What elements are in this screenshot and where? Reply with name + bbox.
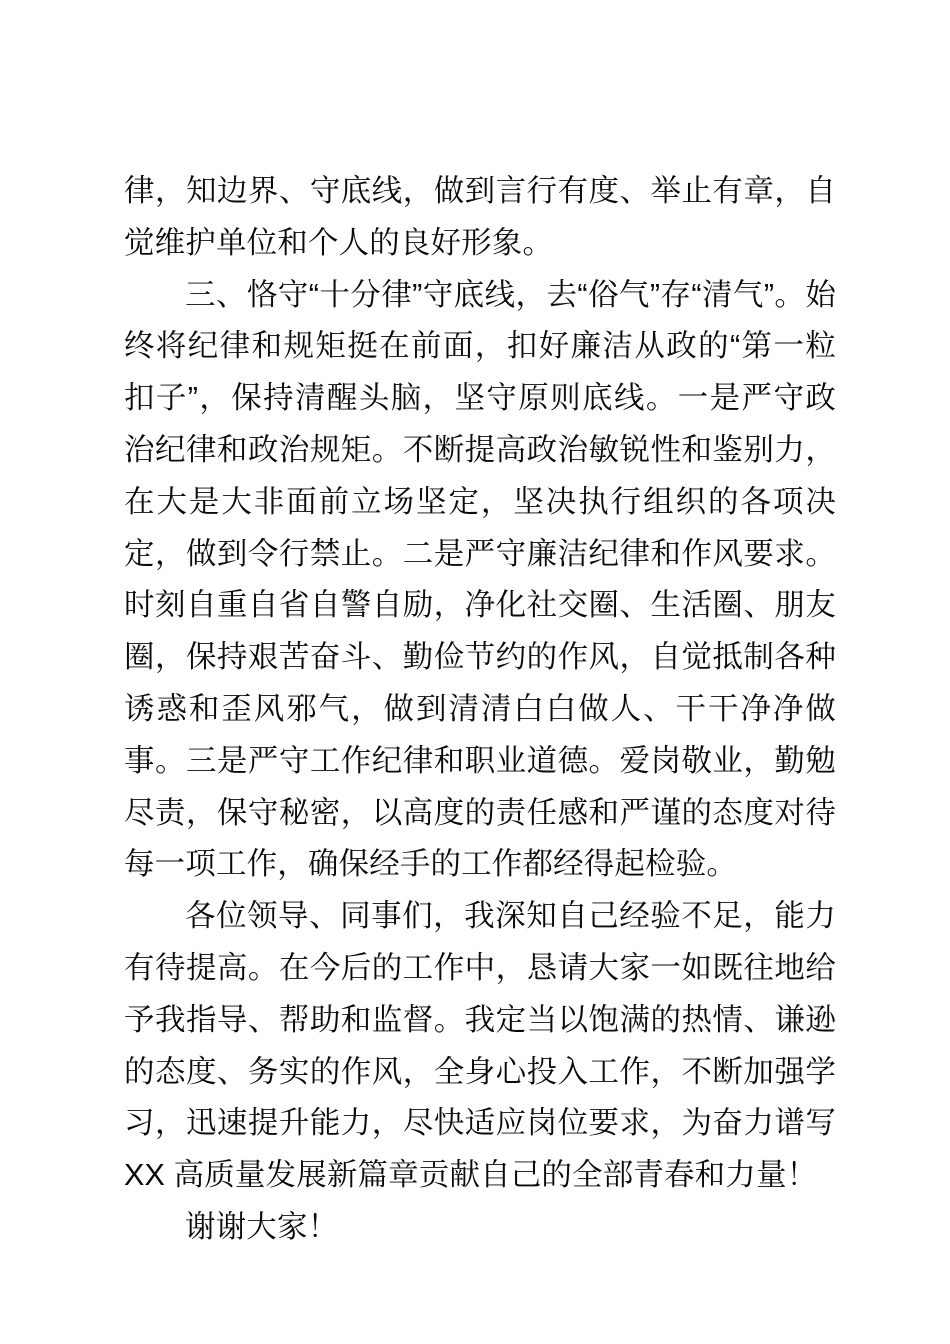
paragraph-continued-discipline: 律，知边界、守底线，做到言行有度、举止有章，自觉维护单位和个人的良好形象。 [124, 174, 836, 260]
paragraph-thanks: 谢谢大家！ [185, 1209, 339, 1244]
document-body [124, 166, 836, 1254]
paragraph-section-three: 三、恪守“十分律”守底线，去“俗气”存“清气”。始终将纪律和规矩挺在前面，扣好廉洁从政的“第一粒扣子”，保持清醒头脑，坚守原则底线。一是严守政治纪律和政治规矩。不断提高政治敏锐性和鉴别力，在大是大非面前立场坚定，坚决执行组织的各项决定，做到令行禁止。二是严守廉洁纪律和作风要求。时刻自重自省自警自励，净化社交圈、生活圈、朋友圈，保持艰苦奋斗、勤俭节约的作风，自觉抵制各种诱惑和歪风邪气，做到清清白白做人、干干净净做事。三是严守工作纪律和职业道德。爱岗敬业，勤勉尽责，保守秘密，以高度的责任感和严谨的态度对待每一项工作，确保经手的工作都经得起检验。 [124, 277, 836, 882]
paragraph-closing-remarks: 各位领导、同事们，我深知自己经验不足，能力有待提高。在今后的工作中，恳请大家一如既往地给予我指导、帮助和监督。我定当以饱满的热情、谦逊的态度、务实的作风，全身心投入工作，不断加强学习，迅速提升能力，尽快适应岗位要求，为奋力谱写 XX 高质量发展新篇章贡献自己的全部青春和力量！ [124, 899, 836, 1193]
